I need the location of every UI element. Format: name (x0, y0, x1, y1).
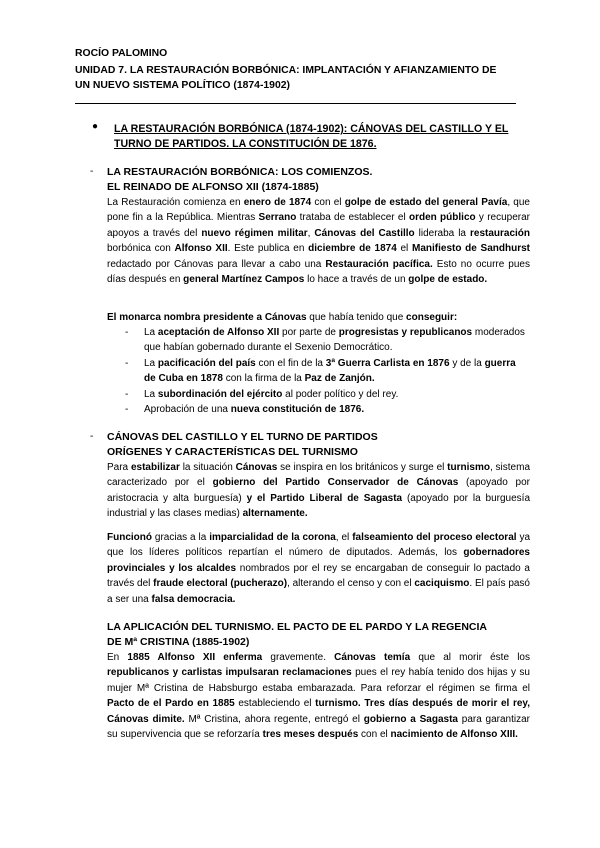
bold-text: orden público (408, 212, 476, 224)
bold-text: enero de 1874 (243, 197, 312, 208)
bold-text: Cánovas temía (334, 652, 411, 663)
bold-text: Tres días después de morir el rey, Cánovas dimite. (107, 698, 531, 725)
paragraph: Para estabilizar la situación Cánovas se inspira en los británicos y surge el turnismo, sistema caracterizado por el gobierno del Partido Conservador de Cánovas (apoyado por aristocracia y alta burguesía) y el Partido Liberal de Sagasta (apoyado por la burguesía industrial y las clases medias) alternamente. (107, 462, 531, 520)
bold-text: tres meses después (262, 729, 359, 741)
main-title: LA RESTAURACIÓN BORBÓNICA (1874-1902): CÁNOVAS DEL CASTILLO Y EL TURNO DE PARTIDOS. LA CONSTITUCIÓN DE 1876. (114, 123, 509, 150)
bold-text: falsa democracia. (151, 593, 236, 605)
bold-text: y el Partido Liberal de Sagasta (246, 492, 403, 504)
bold-text: general Martínez Campos (183, 274, 305, 286)
bold-text: falseamiento del proceso electoral (352, 532, 517, 543)
section3-title-line1: LA APLICACIÓN DEL TURNISMO. EL PACTO DE EL PARDO Y LA REGENCIA (107, 621, 487, 633)
section2-title-line2: ORÍGENES Y CARACTERÍSTICAS DEL TURNISMO (107, 446, 358, 458)
section1-title-line2: EL REINADO DE ALFONSO XII (1874-1885) (107, 181, 319, 193)
paragraph: Funcionó gracias a la imparcialidad de la corona, el falseamiento del proceso electoral ya que los líderes políticos repartían el número de diputados. Además, los gobernadores provinciales y los alcaldes nombrados por el rey se encargaban de conseguir lo pactado a través del fraude electoral (pucherazo), alterando el censo y con el caciquismo. El país pasó a ser una falsa democracia. (107, 532, 531, 605)
bold-text: gobernadores provinciales y los alcaldes (107, 547, 530, 574)
bold-text: restauración (469, 227, 531, 239)
bold-text: Restauración pacífica. (325, 258, 433, 270)
bold-text: 3ª Guerra Carlista en 1876 (325, 357, 450, 369)
dash-icon: - (90, 166, 94, 177)
bold-text: golpe de estado. (408, 274, 488, 286)
unit-title-line1: UNIDAD 7. LA RESTAURACIÓN BORBÓNICA: IMPLANTACIÓN Y AFIANZAMIENTO DE (75, 65, 497, 76)
bold-text: gobierno a Sagasta (363, 713, 458, 725)
bold-text: subordinación del ejército (157, 388, 283, 400)
list-item: - Aprobación de una nueva constitución de 1876. (107, 402, 530, 417)
paragraph: La Restauración comienza en enero de 1874 con el golpe de estado del general Pavía, que pone fin a la República. Mientras Serrano trataba de establecer el orden público y recuperar apoyos a través del nuevo régimen militar, Cánovas del Castillo lideraba la restauración borbónica con Alfonso XII. Este publica en diciembre de 1874 el Manifiesto de Sandhurst redactado por Cánovas para llevar a cabo una Restauración pacífica. Esto no ocurre pues días después en general Martínez Campos lo hace a través de un golpe de estado. (107, 197, 531, 286)
bold-text: Cánovas (235, 462, 278, 473)
section3-title-line2: DE Mª CRISTINA (1885-1902) (107, 636, 250, 648)
bold-text: Paz de Zanjón. (304, 373, 375, 385)
bullet-icon: ● (92, 121, 99, 132)
bold-text: nuevo régimen militar (201, 227, 308, 239)
bold-text: guerra de Cuba en 1878 (144, 357, 516, 385)
bold-text: alternamente. (242, 508, 308, 520)
bold-text: aceptación de Alfonso XII (157, 327, 280, 338)
section2-title-line1: CÁNOVAS DEL CASTILLO Y EL TURNO DE PARTIDOS (107, 431, 378, 443)
bold-text: golpe de estado del general Pavía (344, 197, 508, 208)
unit-title-line2: UN NUEVO SISTEMA POLÍTICO (1874-1902) (75, 80, 290, 91)
bold-text: Serrano (258, 212, 297, 224)
list-item: - La subordinación del ejército al poder político y del rey. (107, 387, 530, 402)
header-rule (75, 103, 516, 104)
achievements-list (107, 325, 530, 417)
paragraph: El monarca nombra presidente a Cánovas que había tenido que conseguir: (107, 312, 458, 323)
bold-text: fraude electoral (pucherazo) (153, 578, 288, 590)
bold-text: imparcialidad de la corona (209, 532, 336, 543)
bold-text: pacificación del país (157, 357, 256, 369)
bold-text: 1885 Alfonso XII enferma (127, 652, 263, 663)
bold-text: estabilizar (130, 462, 180, 473)
bold-text: diciembre de 1874 (308, 243, 397, 255)
bold-text: nacimiento de Alfonso XIII. (390, 729, 518, 741)
author-name: ROCÍO PALOMINO (75, 48, 168, 59)
dash-icon: - (90, 431, 94, 442)
bold-text: Alfonso XII (174, 243, 228, 255)
bold-text: Funcionó (107, 532, 152, 543)
list-item: - La pacificación del país con el fin de la 3ª Guerra Carlista en 1876 y de la guerra de Cuba en 1878 con la firma de la Paz de Zanjón. (107, 356, 530, 387)
bold-text: turnismo (447, 462, 490, 473)
bold-text: caciquismo (414, 578, 470, 590)
bold-text: conseguir: (406, 312, 458, 323)
bold-text: Manifiesto de Sandhurst (412, 243, 531, 255)
bold-text: nueva constitución de 1876. (230, 404, 365, 416)
list-item: - La aceptación de Alfonso XII por parte de progresistas y republicanos moderados que habían gobernado durante el Sexenio Democrático. (107, 325, 530, 356)
section1-title-line1: LA RESTAURACIÓN BORBÓNICA: LOS COMIENZOS. (107, 166, 373, 178)
bold-text: republicanos y carlistas impulsaran reclamaciones (107, 667, 352, 679)
paragraph: En 1885 Alfonso XII enferma gravemente. Cánovas temía que al morir éste los republicanos y carlistas impulsaran reclamaciones pues el rey había tenido dos hijas y su mujer Mª Cristina de Habsburgo estaba embarazada. Para reforzar el régimen se firma el Pacto de el Pardo en 1885 estableciendo el turnismo. Tres días después de morir el rey, Cánovas dimite. Mª Cristina, ahora regente, entregó el gobierno a Sagasta para garantizar su supervivencia que se reforzaría tres meses después con el nacimiento de Alfonso XIII. (107, 652, 531, 741)
bold-text: Pacto de el Pardo en 1885 (107, 698, 235, 710)
bold-text: El monarca nombra presidente a Cánovas (107, 312, 307, 323)
bold-text: Cánovas del Castillo (314, 227, 415, 239)
bold-text: gobierno del Partido Conservador de Cánovas (212, 477, 459, 489)
bold-text: turnismo. (315, 698, 361, 710)
bold-text: progresistas y republicanos (338, 327, 473, 338)
